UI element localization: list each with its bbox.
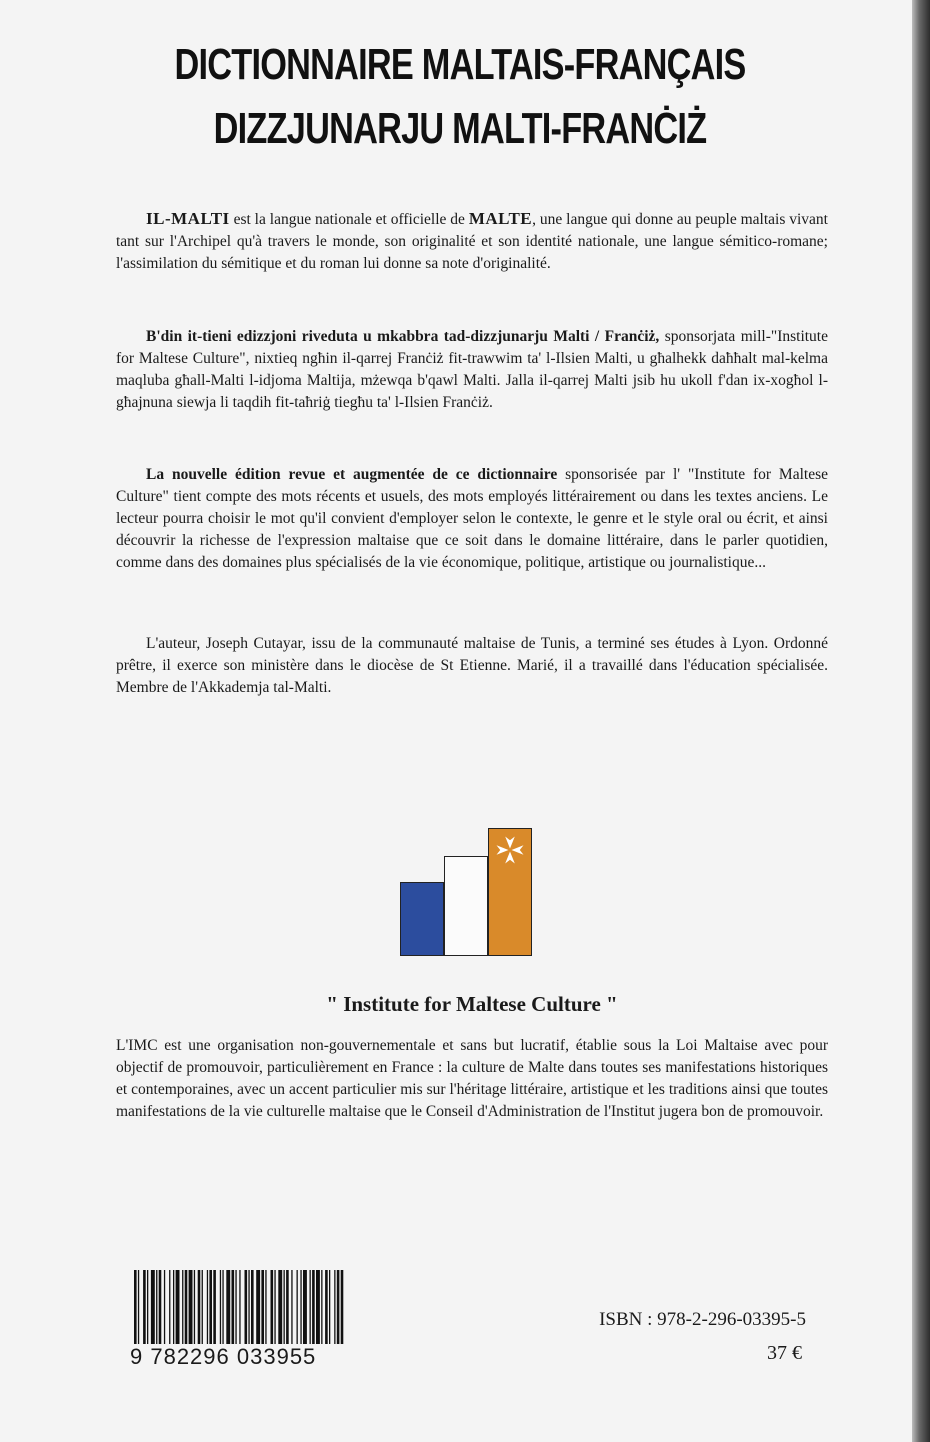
barcode-bar [248,1270,249,1344]
barcode-bar [156,1270,157,1344]
paragraph-nouvelle-edition [116,464,828,574]
institute-name: " Institute for Maltese Culture " [326,992,618,1016]
barcode-bar [198,1270,201,1344]
barcode [130,1270,348,1370]
barcode-bar [321,1270,322,1344]
barcode-bar [256,1270,260,1344]
barcode-bar [312,1270,315,1344]
barcode-bar [169,1270,170,1344]
paragraph-maltese-edition [116,326,828,414]
barcode-bar [235,1270,236,1344]
institute-logo [400,826,536,956]
barcode-digits: 9 782296 033955 [130,1344,317,1369]
barcode-bar [147,1270,148,1344]
price: 37 € [767,1342,802,1364]
barcode-bar [189,1270,193,1344]
page-edge [912,0,930,1442]
isbn: ISBN : 978-2-296-03395-5 [599,1309,806,1330]
barcode-bar [274,1270,275,1344]
barcode-bar [310,1270,311,1344]
barcode-bar [284,1270,285,1344]
paragraph-text: , une langue qui donne au peuple maltais vivant tant sur l'Archipel qu'à travers le monde, son originalité et son identité nationale, une langue sémitico-romane; l'assimilation du sémitique et du roman lui donne sa note d'originalité. [116,211,828,272]
logo-orange-bar [488,828,532,956]
paragraph-imc: L'IMC est une organisation non-gouvernementale et sans but lucratif, établie sous la Loi Maltaise avec pour objectif de promouvoir, particulièrement en France : la culture de Malte dans toutes ses manifestations historiques et contemporaines, avec un accent particulier mis sur l'héritage littéraire, artistique et les traditions ainsi que toutes manifestations de la vie culturelle maltaise que le Conseil d'Administration de l'Institut jugera bon de promouvoir. [116,1037,828,1120]
barcode-bar [182,1270,183,1344]
logo-blue-bar [400,882,444,956]
paragraph-il-malti [116,208,828,275]
barcode-bar [291,1270,292,1344]
barcode-bar [176,1270,180,1344]
paragraph-text: est la langue nationale et officielle de [229,211,469,228]
paragraph-lead: B'din it-tieni edizzjoni riveduta u mkabbra tad-dizzjunarju Malti / Franċiż, [146,328,660,345]
barcode-bar [202,1270,203,1344]
barcode-bar [151,1270,155,1344]
paragraph-bold-malte: MALTE [468,209,533,228]
barcode-bar [159,1270,162,1344]
barcode-bar [261,1270,264,1344]
barcode-bar [300,1270,301,1344]
barcode-bar [325,1270,328,1344]
barcode-bar [245,1270,248,1344]
barcode-bar [194,1270,195,1344]
title-maltese: DIZZJUNARJU MALTI-FRANĊIŻ [213,104,707,153]
barcode-bar [334,1270,335,1344]
barcode-bar [209,1270,212,1344]
barcode-bar [341,1270,344,1344]
barcode-bar [278,1270,282,1344]
paragraph-text: sponsorisée par l' "Institute for Maltese Culture" tient compte des mots récents et usuels, des mots employés littérairement ou dans les textes anciens. Le lecteur pourra choisir le mot qu'il convient d'employer selon le contexte, le genre et le style oral ou écrit, et ainsi découvrir la richesse de l'expression maltaise que ce soit dans le domaine littéraire, dans le parler quotidien, comme dans des domaines plus spécialisés de la vie économique, politique, artistique ou journalistique... [116,466,828,571]
barcode-bar [185,1270,188,1344]
paragraph-text: sponsorjata mill-"Institute for Maltese Culture", nixtieq ngħin il-qarrej Franċiż fit-trawwim ta' l-Ilsien Malti, u għalhekk daħħalt mal-kelma maqluba għall-Malti l-idjoma Maltija, mżewqa b'qawl Malti. Jalla il-qarrej Malti jsib hu ukoll f'dan ix-xogħol l-għajnuna siewja li taqdih fit-taħriġ tiegħu ta' l-Ilsien Franċiż. [116,328,828,411]
barcode-bar [134,1270,137,1344]
paragraph-author: L'auteur, Joseph Cutayar, issu de la communauté maltaise de Tunis, a terminé ses études à Lyon. Ordonné prêtre, il exerce son ministère dans le diocèse de St Etienne. Marié, il a travaillé dans l'éducation spécialisée. Membre de l'Akkademja tal-Malti. [116,635,828,696]
barcode-bar [337,1270,340,1344]
paragraph-lead: La nouvelle édition revue et augmentée de ce dictionnaire [146,466,558,483]
barcode-bar [173,1270,174,1344]
barcode-bar [329,1270,330,1344]
barcode-bar [220,1270,221,1344]
logo-white-bar [444,856,488,956]
barcode-bars [130,1270,348,1344]
barcode-bar [239,1270,240,1344]
barcode-bar [271,1270,274,1344]
barcode-bar [138,1270,139,1344]
barcode-bar [232,1270,235,1344]
barcode-bar [226,1270,230,1344]
barcode-bar [286,1270,289,1344]
maltese-cross-icon [495,835,525,865]
title-french: DICTIONNAIRE MALTAIS-FRANÇAIS [174,40,746,89]
barcode-bar [251,1270,254,1344]
barcode-bar [213,1270,216,1344]
barcode-bar [207,1270,208,1344]
paragraph-lead: IL-MALTI [146,209,230,228]
barcode-bar [265,1270,266,1344]
barcode-bar [222,1270,223,1344]
barcode-bar [164,1270,165,1344]
barcode-bar [297,1270,298,1344]
barcode-bar [316,1270,320,1344]
barcode-bar [303,1270,307,1344]
barcode-bar [143,1270,146,1344]
